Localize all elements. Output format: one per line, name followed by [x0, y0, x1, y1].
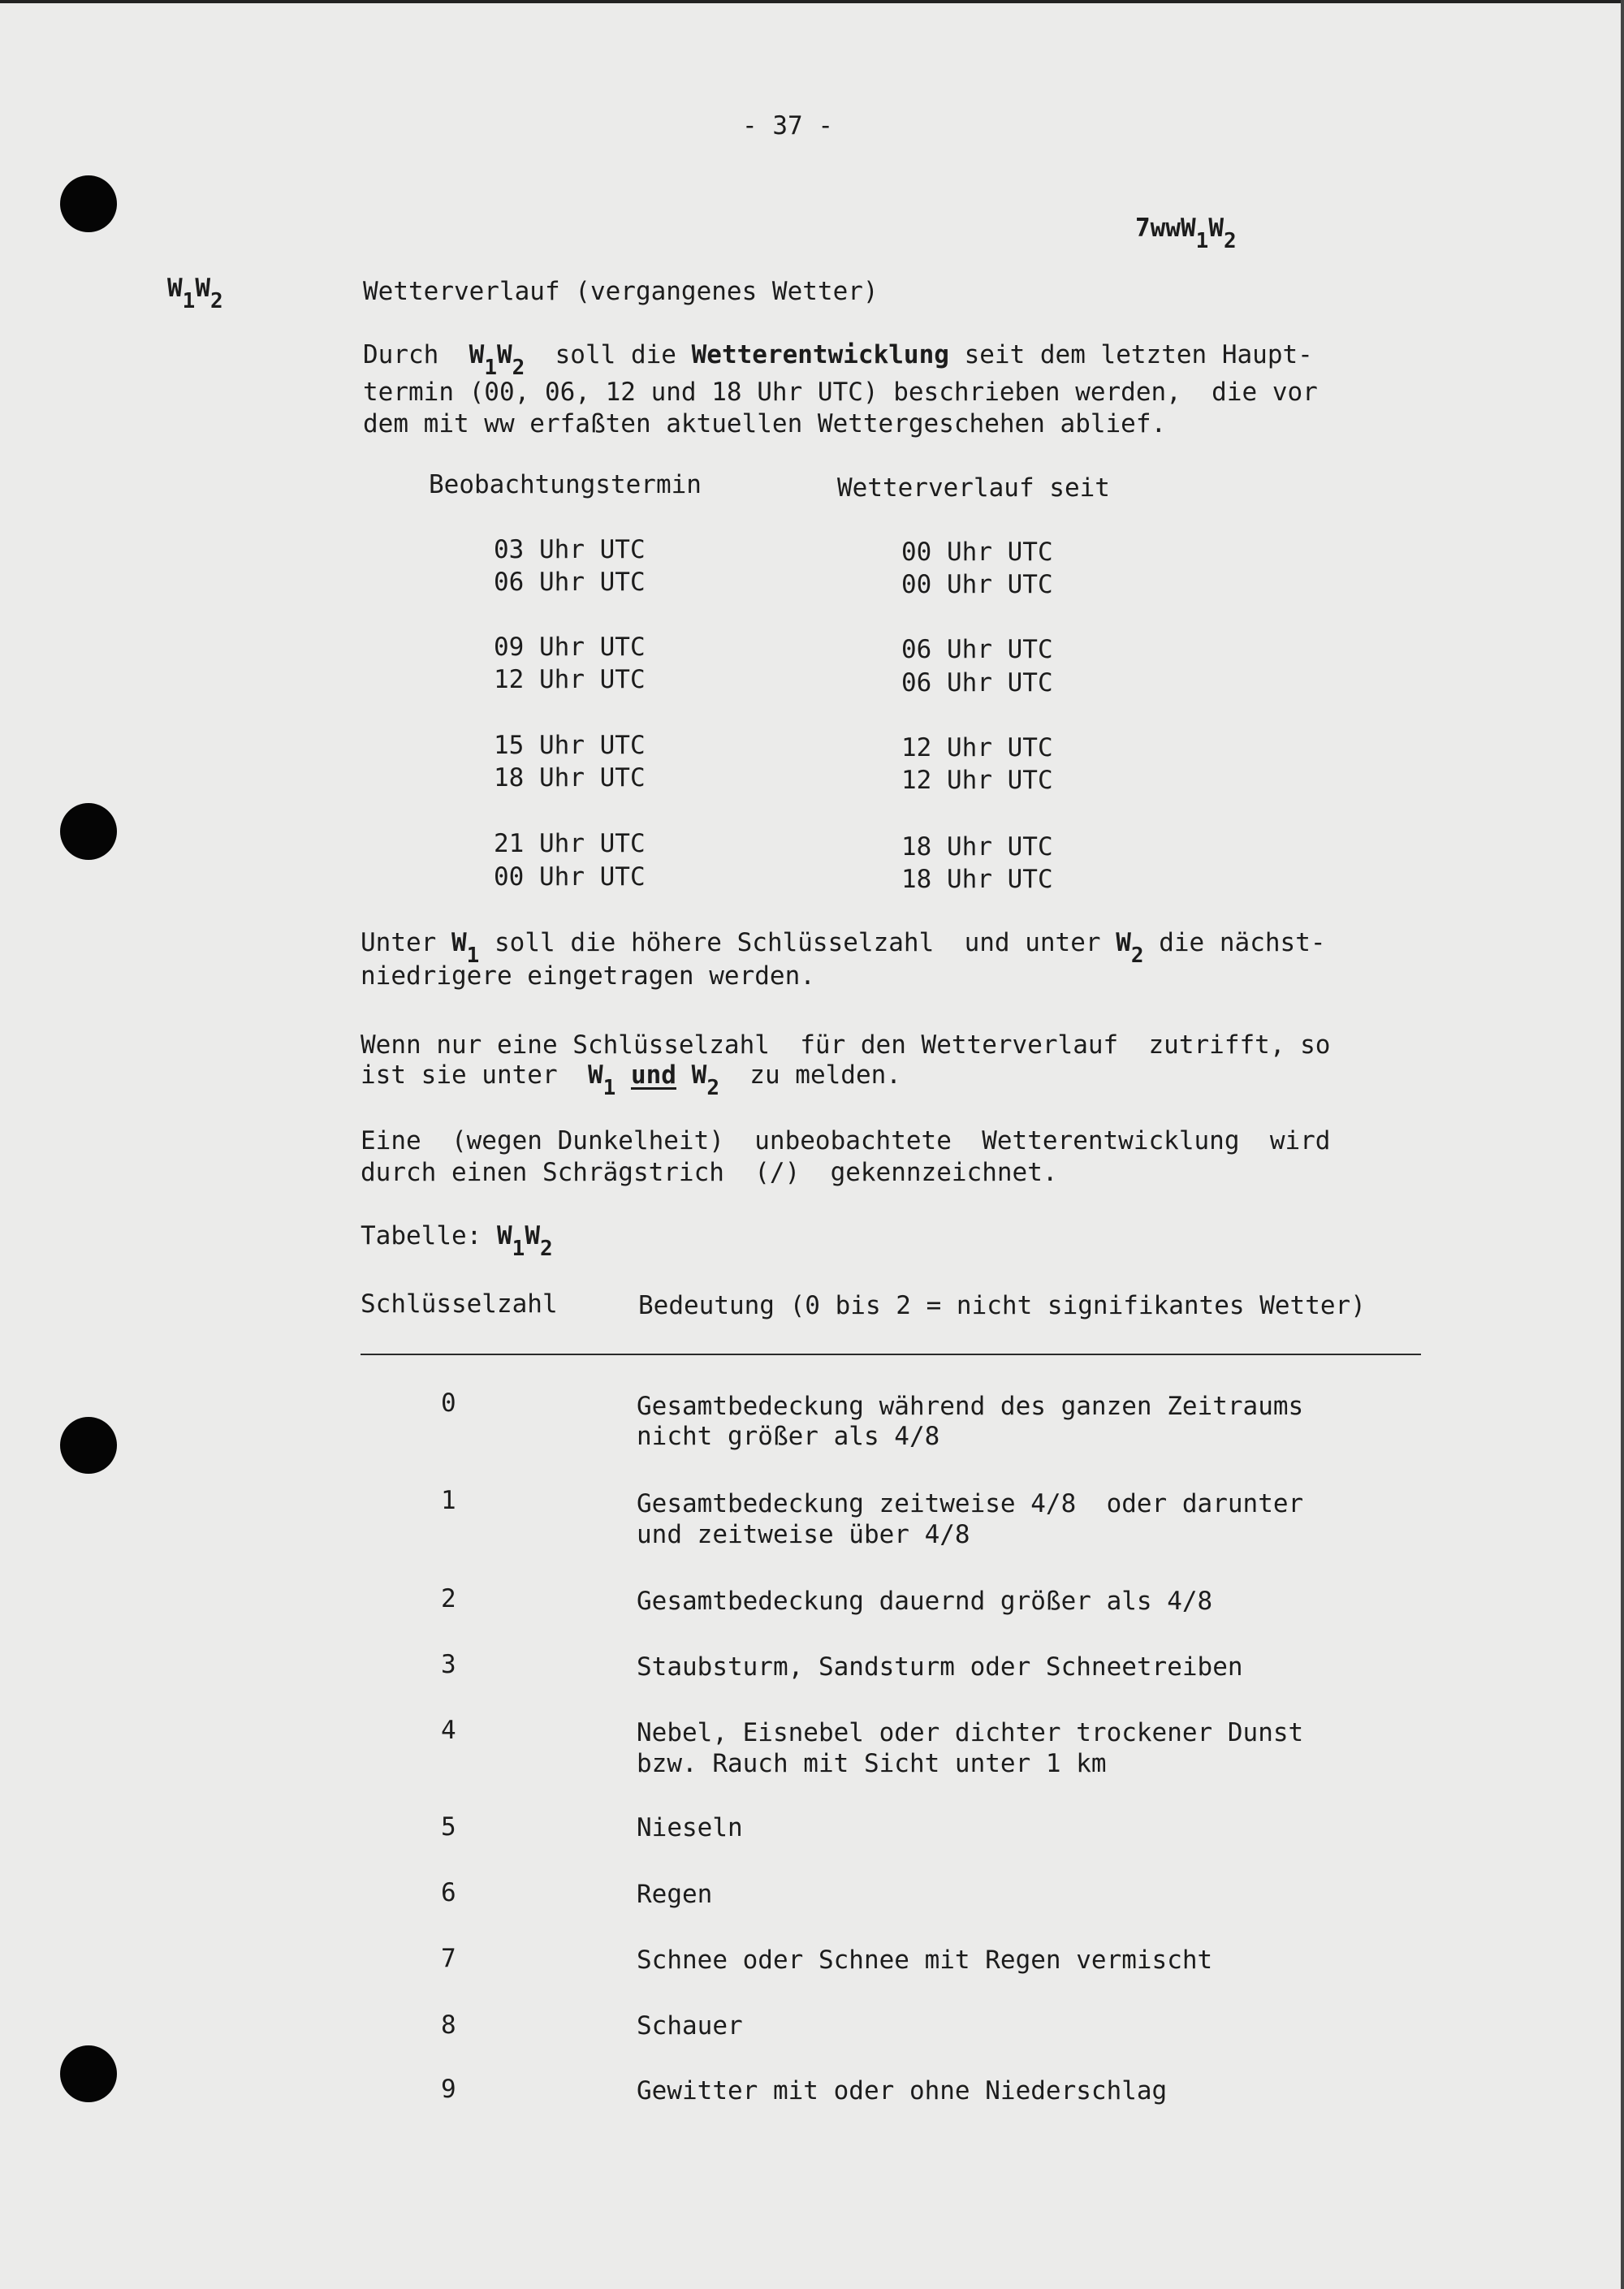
schedule-since: 18 Uhr UTC [901, 865, 1053, 894]
schedule-obs: 21 Uhr UTC [494, 829, 646, 858]
schedule-obs: 00 Uhr UTC [494, 862, 646, 892]
wenn-line-2: ist sie unter $W_1$ und $W_2$ zu melden. [361, 1060, 901, 1100]
unter-line-2: niedrigere eingetragen werden. [361, 961, 815, 991]
punch-hole [60, 803, 117, 860]
row-meaning: Gesamtbedeckung dauernd größer als 4/8 [637, 1587, 1213, 1616]
schedule-obs: 06 Uhr UTC [494, 568, 646, 597]
row-key: 4 [441, 1716, 456, 1745]
row-key: 1 [441, 1486, 456, 1515]
row-key: 0 [441, 1389, 456, 1418]
schedule-since: 00 Uhr UTC [901, 538, 1053, 567]
row-key: 5 [441, 1812, 456, 1842]
schedule-since: 00 Uhr UTC [901, 570, 1053, 599]
schedule-since: 12 Uhr UTC [901, 766, 1053, 795]
row-key: 3 [441, 1650, 456, 1679]
schedule-since: 06 Uhr UTC [901, 668, 1053, 697]
row-meaning: Gewitter mit oder ohne Niederschlag [637, 2076, 1168, 2105]
row-key: 7 [441, 1944, 456, 1973]
schedule-header-observation: Beobachtungstermin [429, 470, 702, 499]
section-title: Wetterverlauf (vergangenes Wetter) [363, 277, 879, 306]
unter-line-1: Unter $W_1$ soll die höhere Schlüsselzahl und unter $W_2$ die nächst- [361, 928, 1326, 968]
scan-border-right [1621, 0, 1624, 2289]
row-meaning-cont: und zeitweise über 4/8 [637, 1520, 970, 1549]
row-meaning-cont: bzw. Rauch mit Sicht unter 1 km [637, 1749, 1107, 1778]
punch-hole [60, 175, 117, 232]
row-key: 6 [441, 1878, 456, 1907]
row-key: 8 [441, 2010, 456, 2040]
schedule-obs: 15 Uhr UTC [494, 731, 646, 760]
schedule-obs: 03 Uhr UTC [494, 535, 646, 564]
intro-line-1: Durch $W_1W_2$ soll die Wetterentwicklung seit dem letzten Haupt- [363, 340, 1313, 380]
page-number: - 37 - [742, 111, 833, 140]
intro-line-2: termin (00, 06, 12 und 18 Uhr UTC) beschrieben werden, die vor [363, 378, 1318, 407]
eine-line-2: durch einen Schrägstrich (/) gekennzeichnet. [361, 1158, 1058, 1187]
row-meaning: Staubsturm, Sandsturm oder Schneetreiben [637, 1652, 1243, 1682]
punch-hole [60, 2045, 117, 2102]
column-header-key: Schlüsselzahl [361, 1289, 558, 1319]
row-meaning: Schauer [637, 2011, 743, 2041]
table-label: Tabelle: $W_1W_2$ [361, 1221, 553, 1261]
eine-line-1: Eine (wegen Dunkelheit) unbeobachtete Wetterentwicklung wird [361, 1126, 1331, 1155]
row-key: 2 [441, 1584, 456, 1613]
row-key: 9 [441, 2075, 456, 2104]
schedule-since: 12 Uhr UTC [901, 733, 1053, 762]
row-meaning: Gesamtbedeckung während des ganzen Zeitraums [637, 1392, 1304, 1421]
intro-line-3: dem mit ww erfaßten aktuellen Wettergeschehen ablief. [363, 409, 1167, 438]
margin-label: $W_1W_2$ [167, 274, 223, 313]
row-meaning: Regen [637, 1880, 713, 1909]
schedule-obs: 09 Uhr UTC [494, 633, 646, 662]
schedule-obs: 12 Uhr UTC [494, 665, 646, 694]
row-meaning: Nebel, Eisnebel oder dichter trockener Dunst [637, 1718, 1304, 1747]
row-meaning: Schnee oder Schnee mit Regen vermischt [637, 1946, 1213, 1975]
row-meaning: Gesamtbedeckung zeitweise 4/8 oder darunter [637, 1489, 1304, 1518]
code-header: $7wwW_1W_2$ [1135, 214, 1237, 253]
schedule-since: 18 Uhr UTC [901, 832, 1053, 862]
punch-hole [60, 1417, 117, 1474]
schedule-obs: 18 Uhr UTC [494, 763, 646, 793]
row-meaning-cont: nicht größer als 4/8 [637, 1422, 940, 1451]
column-header-meaning: Bedeutung (0 bis 2 = nicht signifikantes Wetter) [638, 1291, 1366, 1320]
row-meaning: Nieseln [637, 1813, 743, 1842]
table-header-rule [361, 1354, 1421, 1355]
wenn-line-1: Wenn nur eine Schlüsselzahl für den Wetterverlauf zutrifft, so [361, 1030, 1331, 1060]
schedule-since: 06 Uhr UTC [901, 635, 1053, 664]
scan-border-top [0, 0, 1624, 3]
schedule-header-since: Wetterverlauf seit [837, 473, 1110, 503]
